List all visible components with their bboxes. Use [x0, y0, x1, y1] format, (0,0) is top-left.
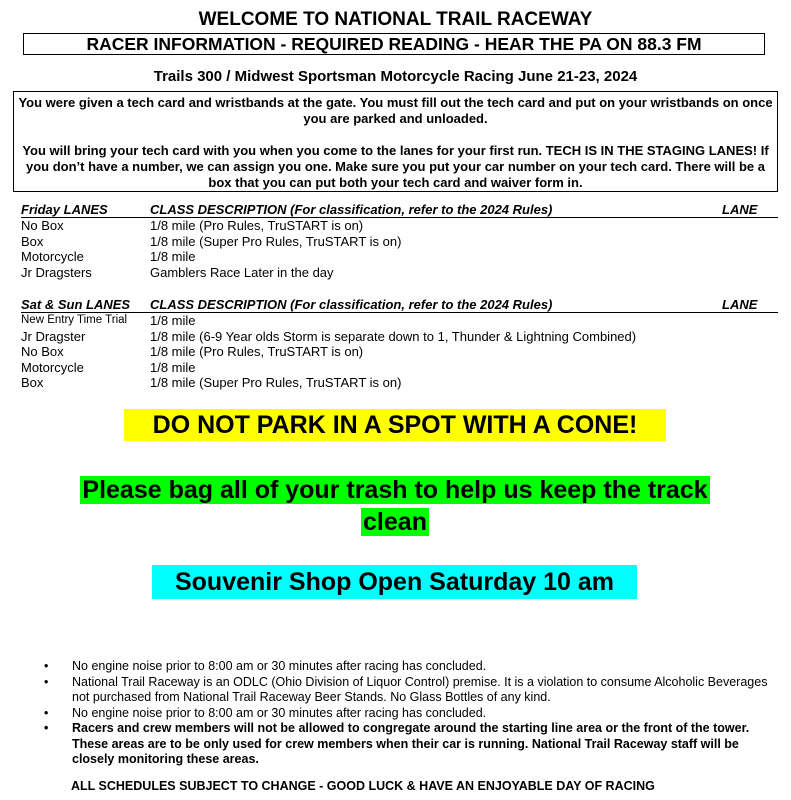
- page-title: WELCOME TO NATIONAL TRAIL RACEWAY: [198, 9, 593, 30]
- bullet-icon: •: [44, 721, 49, 735]
- bullet-icon: •: [44, 659, 49, 673]
- class-description: 1/8 mile: [150, 313, 196, 328]
- header-lane: LANE: [722, 202, 758, 217]
- class-description: 1/8 mile: [150, 249, 196, 265]
- note-text: No engine noise prior to 8:00 am or 30 minutes after racing has concluded.: [72, 705, 487, 720]
- class-name: Jr Dragsters: [21, 264, 92, 280]
- class-name: New Entry Time Trial: [21, 314, 128, 326]
- sat-sun-schedule-table: [21, 297, 778, 391]
- class-description: 1/8 mile (Pro Rules, TruSTART is on): [150, 344, 364, 360]
- table-row: [21, 375, 778, 391]
- class-name: No Box: [21, 218, 64, 233]
- header-lanes: Friday LANES: [21, 202, 108, 217]
- table-row: [21, 344, 778, 360]
- list-item: [40, 675, 775, 706]
- table-header: [21, 297, 778, 313]
- tech-card-info-box: [13, 91, 778, 192]
- table-row: [21, 313, 778, 329]
- table-row: [21, 234, 778, 250]
- header-lanes: Sat & Sun LANES: [21, 297, 131, 312]
- info-paragraph-1: You were given a tech card and wristbands at the gate. You must fill out the tech card and put on your wristbands on once you are parked and unloaded.: [18, 95, 773, 126]
- class-description: 1/8 mile (Pro Rules, TruSTART is on): [150, 218, 364, 233]
- class-name: No Box: [21, 344, 64, 360]
- footer-notice: ALL SCHEDULES SUBJECT TO CHANGE - GOOD LUCK & HAVE AN ENJOYABLE DAY OF RACING: [71, 779, 655, 793]
- header-class-description: CLASS DESCRIPTION (For classification, refer to the 2024 Rules): [150, 202, 553, 217]
- table-header: [21, 202, 778, 218]
- class-name: Motorcycle: [21, 249, 84, 265]
- class-name: Box: [21, 233, 44, 249]
- table-row: [21, 249, 778, 265]
- header-lane: LANE: [722, 297, 758, 312]
- notes-list: [40, 659, 775, 768]
- list-item: [40, 721, 775, 768]
- event-title: Trails 300 / Midwest Sportsman Motorcycle Racing June 21-23, 2024: [153, 68, 638, 85]
- trash-banner: [50, 474, 740, 538]
- table-row: [21, 360, 778, 376]
- note-text: Racers and crew members will not be allowed to congregate around the starting line area or the front of the tower. These areas are to be only used for crew members when their car is running. National Trail Raceway staff will be closely monitoring these areas.: [72, 721, 750, 766]
- souvenir-shop-banner: Souvenir Shop Open Saturday 10 am: [152, 565, 637, 599]
- header-class-description: CLASS DESCRIPTION (For classification, refer to the 2024 Rules): [150, 297, 553, 312]
- list-item: [40, 659, 775, 675]
- info-paragraph-2: You will bring your tech card with you when you come to the lanes for your first run. TECH IS IN THE STAGING LANES! If you don’t have a number, we can assign you one. Make sure you put your car number on your tech card. There will be a box that you can put both your tech card and waiver form in.: [22, 143, 769, 190]
- subtitle-box: RACER INFORMATION - REQUIRED READING - HEAR THE PA ON 88.3 FM: [23, 33, 765, 55]
- note-text: No engine noise prior to 8:00 am or 30 minutes after racing has concluded.: [72, 659, 487, 673]
- table-row: [21, 265, 778, 281]
- class-name: Motorcycle: [21, 359, 84, 375]
- friday-schedule-table: [21, 202, 778, 280]
- class-description: Gamblers Race Later in the day: [150, 264, 334, 280]
- note-text: National Trail Raceway is an ODLC (Ohio Division of Liquor Control) premise. It is a violation to consume Alcoholic Beverages not purchased from National Trail Raceway Beer Stands. No Glass Bottles of any kind.: [72, 674, 768, 704]
- class-description: 1/8 mile: [150, 359, 196, 375]
- class-name: Jr Dragster: [21, 328, 86, 344]
- no-cone-parking-banner: DO NOT PARK IN A SPOT WITH A CONE!: [124, 409, 666, 441]
- class-description: 1/8 mile (Super Pro Rules, TruSTART is on): [150, 375, 402, 391]
- table-row: [21, 329, 778, 345]
- table-row: [21, 218, 778, 234]
- class-name: Box: [21, 375, 44, 391]
- bullet-icon: •: [44, 705, 49, 720]
- trash-banner-text: Please bag all of your trash to help us keep the track clean: [82, 476, 708, 536]
- class-description: 1/8 mile (Super Pro Rules, TruSTART is on): [150, 233, 402, 249]
- list-item: [40, 706, 775, 722]
- class-description: 1/8 mile (6-9 Year olds Storm is separate down to 1, Thunder & Lightning Combined): [150, 328, 637, 344]
- bullet-icon: •: [44, 674, 49, 689]
